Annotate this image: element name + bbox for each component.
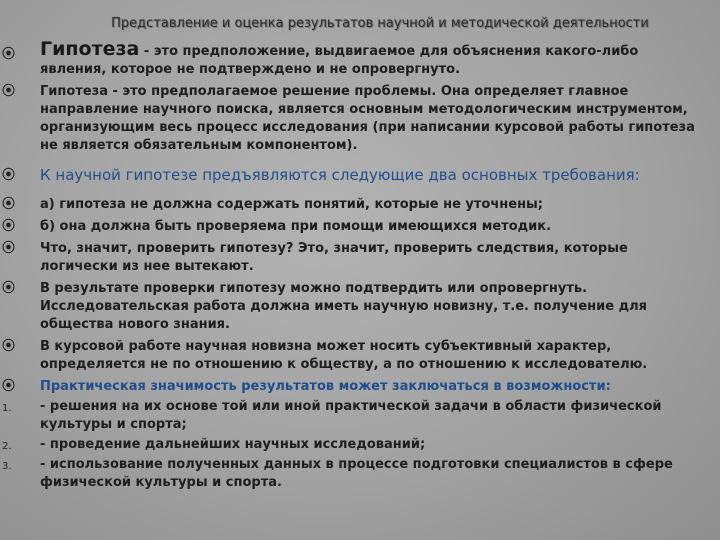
bullet-text: Практическая значимость результатов может заключаться в возможности:	[40, 379, 611, 394]
item-number: 2.	[2, 441, 12, 452]
numbered-text: - решения на их основе той или иной практической задачи в области физической культуры и спорта;	[40, 399, 662, 432]
bullet-icon: ⦿	[2, 339, 16, 354]
bullet-text: Гипотеза - это предполагаемое решение проблемы. Она определяет главное направление научного поиска, является основным методологическим инструментом, организующим весь процесс исследования (при написании курсовой работы гипотеза не является обязательным компонентом).	[40, 84, 695, 153]
slide-content	[0, 40, 720, 492]
bullet-item	[0, 240, 720, 276]
item-number: 1.	[2, 403, 12, 414]
bullet-text: б) она должна быть проверяема при помощи имеющихся методик.	[40, 219, 552, 234]
bullet-text: К научной гипотезе предъявляются следующие два основных требования:	[40, 166, 640, 184]
bullet-icon: ⦿	[2, 379, 16, 394]
bullet-text: - это предположение, выдвигаемое для объяснения какого-либо явления, которое не подтверждено и не опровергнуто.	[40, 44, 639, 77]
bullet-icon: ⦿	[2, 281, 16, 296]
numbered-item	[0, 456, 720, 492]
bullet-item-practical	[0, 378, 720, 396]
bullet-icon: ⦿	[2, 219, 16, 234]
slide-title: Представление и оценка результатов научной и методической деятельности	[111, 16, 649, 31]
bullet-text: В результате проверки гипотезу можно подтвердить или опровергнуть. Исследовательская работа должна иметь научную новизну, т.е. получение для общества нового знания.	[40, 281, 647, 332]
bullet-item-requirements	[0, 165, 720, 186]
numbered-item	[0, 436, 720, 454]
bullet-item	[0, 83, 720, 155]
numbered-text: - использование полученных данных в процессе подготовки специалистов в сфере физической культуры и спорта.	[40, 457, 673, 490]
bullet-text: В курсовой работе научная новизна может носить субъективный характер, определяется не по отношению к обществу, а по отношению к исследователю.	[40, 339, 648, 372]
numbered-text: - проведение дальнейших научных исследований;	[40, 437, 426, 452]
bullet-text: Что, значит, проверить гипотезу? Это, значит, проверить следствия, которые логически из нее вытекают.	[40, 241, 628, 274]
bullet-icon: ⦿	[2, 197, 16, 212]
bullet-item	[0, 218, 720, 236]
bullet-item	[0, 338, 720, 374]
item-number: 3.	[2, 461, 12, 472]
bullet-item	[0, 196, 720, 214]
bullet-icon: ⦿	[2, 241, 16, 256]
bullet-icon: ⦿	[2, 84, 16, 99]
bullet-text: а) гипотеза не должна содержать понятий, которые не уточнены;	[40, 197, 544, 212]
numbered-item	[0, 398, 720, 434]
bullet-icon: ⦿	[2, 47, 16, 62]
bullet-item-hypothesis	[0, 40, 720, 79]
bullet-icon: ⦿	[2, 168, 16, 183]
bullet-item	[0, 280, 720, 334]
hypothesis-term: Гипотеза	[40, 38, 140, 60]
